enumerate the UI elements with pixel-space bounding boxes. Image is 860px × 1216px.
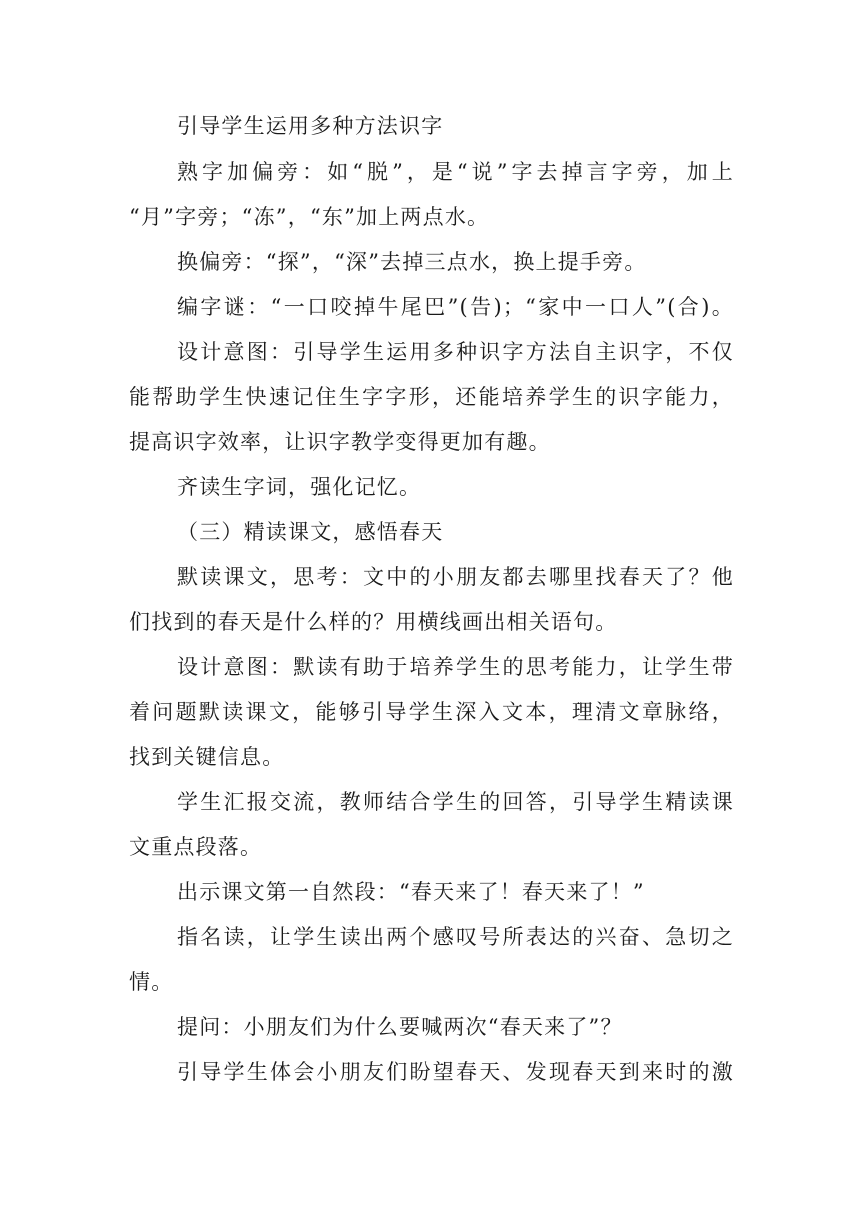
paragraph-line: 设计意图：引导学生运用多种识字方法自主识字，不仅 bbox=[177, 340, 734, 364]
paragraph-line: 出示课文第一自然段：“春天来了！春天来了！” bbox=[177, 880, 645, 904]
paragraph-line: 提问：小朋友们为什么要喊两次“春天来了”？ bbox=[177, 1015, 623, 1039]
paragraph-line: 提高识字效率，让识字教学变得更加有趣。 bbox=[129, 430, 551, 454]
paragraph-line: 换偏旁：“探”，“深”去掉三点水，换上提手旁。 bbox=[177, 250, 647, 274]
paragraph-line: 能帮助学生快速记住生字字形，还能培养学生的识字能力， bbox=[129, 385, 734, 409]
paragraph-line: 们找到的春天是什么样的？用横线画出相关语句。 bbox=[129, 610, 618, 634]
paragraph-line: 默读课文，思考：文中的小朋友都去哪里找春天了？他 bbox=[177, 565, 734, 589]
paragraph-line: 编字谜：“一口咬掉牛尾巴”(告)；“家中一口人”(合)。 bbox=[177, 295, 734, 319]
paragraph-line: 设计意图：默读有助于培养学生的思考能力，让学生带 bbox=[177, 655, 734, 679]
paragraph-line: 齐读生字词，强化记忆。 bbox=[177, 475, 422, 499]
paragraph-line: 情。 bbox=[129, 970, 174, 994]
paragraph-line: 着问题默读课文，能够引导学生深入文本，理清文章脉络， bbox=[129, 700, 734, 724]
paragraph-line: 熟字加偏旁：如“脱”，是“说”字去掉言字旁，加上 bbox=[177, 160, 734, 184]
paragraph-line: 学生汇报交流，教师结合学生的回答，引导学生精读课 bbox=[177, 790, 734, 814]
paragraph-line: 指名读，让学生读出两个感叹号所表达的兴奋、急切之 bbox=[177, 925, 734, 949]
paragraph-line: 找到关键信息。 bbox=[129, 745, 285, 769]
paragraph-line: 引导学生运用多种方法识字 bbox=[177, 114, 444, 138]
section-heading: （三）精读课文，感悟春天 bbox=[177, 520, 444, 544]
paragraph-line: 文重点段落。 bbox=[129, 835, 263, 859]
paragraph-line: 引导学生体会小朋友们盼望春天、发现春天到来时的激 bbox=[177, 1060, 734, 1084]
paragraph-line: “月”字旁；“冻”，“东”加上两点水。 bbox=[129, 205, 490, 229]
